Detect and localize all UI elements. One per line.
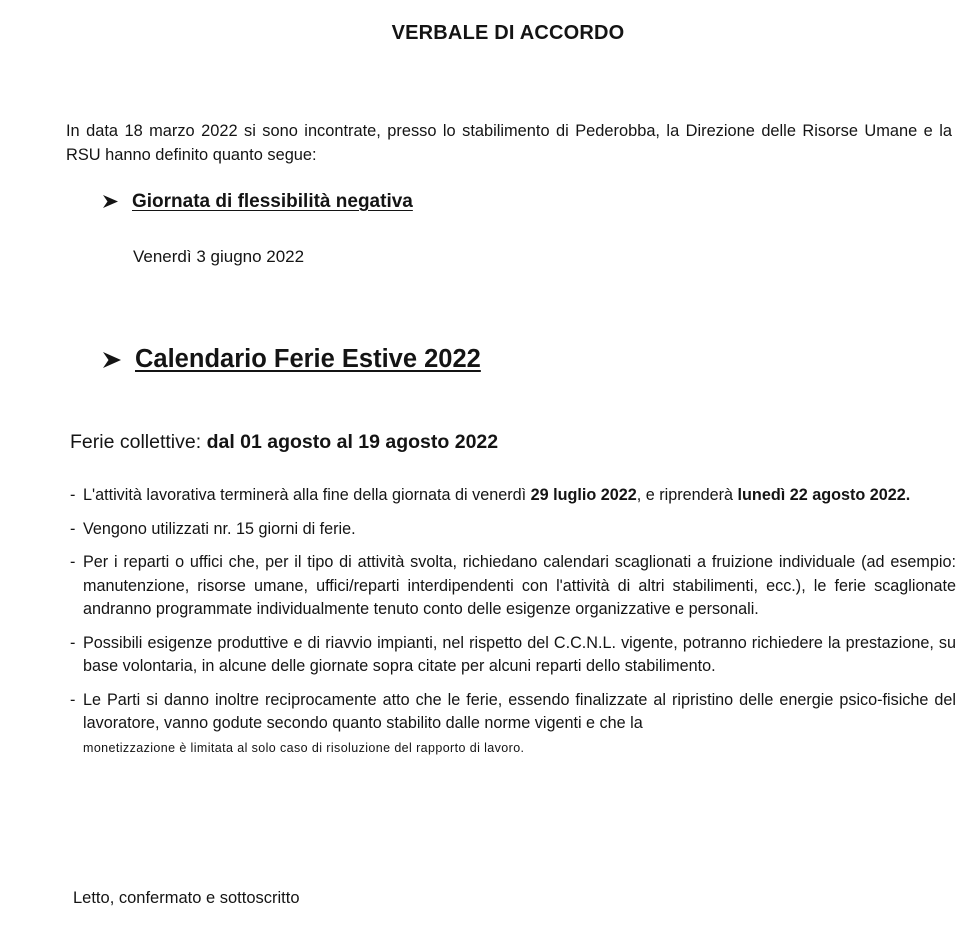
list-item [70,689,956,761]
dash-marker: - [70,519,76,538]
document-title: VERBALE DI ACCORDO [391,22,625,44]
bullet-text-small: monetizzazione è limitata al solo caso di risoluzione del rapporto di lavoro. [83,740,525,755]
list-item [70,518,956,542]
bullet-text: Le Parti si danno inoltre reciprocamente atto che le ferie, essendo finalizzate al ripristino delle energie psico-fisiche del lavoratore, vanno godute secondo quanto stabilito dalle norme vigenti e che la [83,690,956,732]
dash-marker: - [70,553,76,571]
section-flessibilita [103,191,413,213]
bullet-text: L'attività lavorativa terminerà alla fine della giornata di venerdì [83,486,531,504]
bullet-bold: 29 luglio 2022 [530,486,637,504]
bullet-text: Possibili esigenze produttive e di riavvio impianti, nel rispetto del C.C.N.L. vigente, potranno richiedere la prestazione, su base volontaria, in alcune delle giornate sopra citate per alcuni reparti dello stabilimento. [83,633,956,675]
list-item [70,632,956,679]
ferie-bullet-list [70,484,956,770]
closing-statement: Letto, confermato e sottoscritto [73,889,300,907]
bullet-text: , e riprenderà [636,486,738,504]
bullet-bold: lunedì 22 agosto 2022. [737,486,911,504]
dash-marker: - [70,690,76,709]
list-item [70,551,956,622]
collective-range: dal 01 agosto al 19 agosto 2022 [206,431,499,453]
list-item [70,484,956,508]
dash-marker: - [70,486,76,504]
section-calendario [103,345,481,374]
arrow-bullet-icon [103,352,121,368]
dash-marker: - [70,633,76,652]
intro-paragraph: In data 18 marzo 2022 si sono incontrate, presso lo stabilimento di Pederobba, la Direzione delle Risorse Umane e la RSU hanno definito quanto segue: [66,122,952,164]
section-heading-calendario: Calendario Ferie Estive 2022 [135,345,481,373]
collective-label: Ferie collettive: [70,431,207,453]
arrow-bullet-icon [103,195,118,208]
bullet-text: Per i reparti o uffici che, per il tipo di attività svolta, richiedano calendari scaglionati a fruizione individuale (ad esempio: manutenzione, risorse umane, uffici/reparti interdipendenti con l'attività di altri stabilimenti, ecc.), le ferie scaglionate andranno programmate individualmente tenuto conto delle esigenze organizzative e personali. [83,553,956,618]
bullet-text: Vengono utilizzati nr. 15 giorni di ferie. [83,519,356,538]
ferie-collettive-line [70,431,498,454]
flessibilita-date: Venerdì 3 giugno 2022 [133,247,305,266]
section-heading-flessibilita: Giornata di flessibilità negativa [132,191,413,212]
